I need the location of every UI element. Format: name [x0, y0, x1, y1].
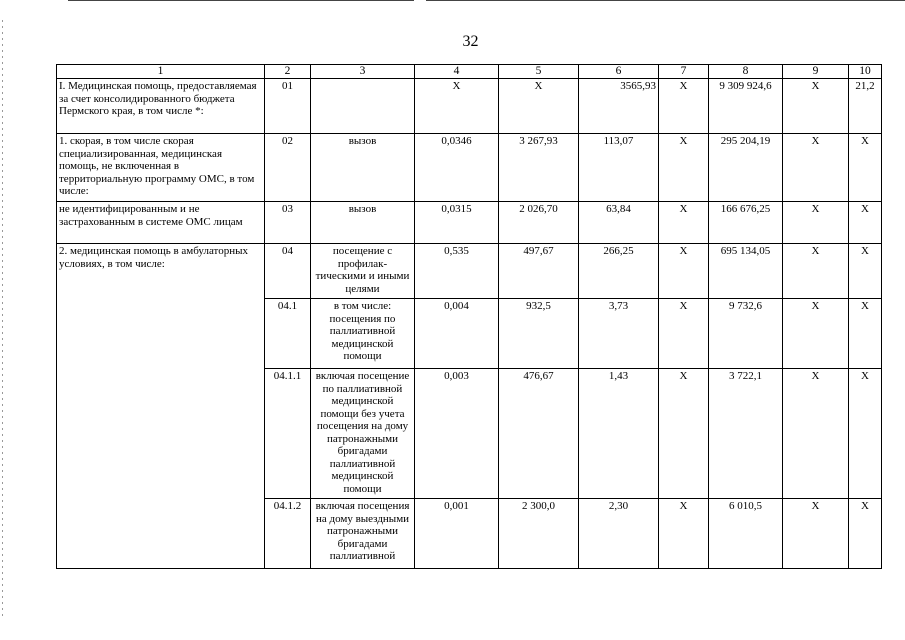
table-cell: 2 300,0 [499, 499, 579, 569]
table-cell: X [415, 79, 499, 134]
table-cell: 166 676,25 [709, 202, 783, 244]
table-cell: 2 026,70 [499, 202, 579, 244]
table-cell: X [659, 202, 709, 244]
table-cell: 21,2 [849, 79, 882, 134]
unit-cell: в том числе: посещения по паллиативной медицинской помощи [311, 299, 415, 369]
row-code: 04.1.1 [265, 369, 311, 499]
row-label: не идентифицированным и не застрахованным в системе ОМС лицам [57, 202, 265, 244]
table-row [57, 134, 882, 202]
table-cell: 9 732,6 [709, 299, 783, 369]
table-cell: X [499, 79, 579, 134]
unit-cell: вызов [311, 134, 415, 202]
row-code: 01 [265, 79, 311, 134]
table-cell: 113,07 [579, 134, 659, 202]
table-cell: X [783, 244, 849, 299]
row-code: 02 [265, 134, 311, 202]
row-label: 2. медицинская помощь в амбулаторных условиях, в том числе: [57, 244, 265, 569]
row-code: 04.1 [265, 299, 311, 369]
column-header: 6 [579, 65, 659, 79]
table-cell: X [659, 79, 709, 134]
row-code: 04 [265, 244, 311, 299]
table-cell: 3 267,93 [499, 134, 579, 202]
table-cell: 2,30 [579, 499, 659, 569]
table-cell: X [783, 369, 849, 499]
scan-edge-line [426, 0, 905, 1]
table-cell: 1,43 [579, 369, 659, 499]
unit-cell: включая посещение по паллиативной медицинской помощи без учета посещения на дому патронажными бригадами паллиативной медицинской помощи [311, 369, 415, 499]
table-cell: X [849, 369, 882, 499]
table-cell: 3 722,1 [709, 369, 783, 499]
column-header: 9 [783, 65, 849, 79]
table-cell: 497,67 [499, 244, 579, 299]
table-row [57, 202, 882, 244]
table-cell: X [849, 244, 882, 299]
table-cell: X [783, 299, 849, 369]
table-cell: 0,535 [415, 244, 499, 299]
row-code: 03 [265, 202, 311, 244]
table-cell: 0,0346 [415, 134, 499, 202]
scan-edge-dots [2, 20, 3, 620]
table-cell: X [659, 134, 709, 202]
table-cell: X [849, 299, 882, 369]
table-cell: 6 010,5 [709, 499, 783, 569]
table-cell: X [659, 299, 709, 369]
row-label: I. Медицинская помощь, предоставляемая за счет консолидированного бюджета Пермского края, в том числе *: [57, 79, 265, 134]
column-header: 3 [311, 65, 415, 79]
column-header: 7 [659, 65, 709, 79]
table-cell: 0,004 [415, 299, 499, 369]
table-cell: 295 204,19 [709, 134, 783, 202]
table-cell: X [849, 202, 882, 244]
column-header: 1 [57, 65, 265, 79]
table-cell: 476,67 [499, 369, 579, 499]
column-header: 4 [415, 65, 499, 79]
scan-edge-line [68, 0, 414, 1]
table-row [57, 79, 882, 134]
table-cell: 932,5 [499, 299, 579, 369]
page-number: 32 [462, 33, 479, 50]
table-cell: X [849, 499, 882, 569]
table-header-row [57, 65, 882, 79]
table-cell: 9 309 924,6 [709, 79, 783, 134]
table-cell: X [659, 369, 709, 499]
row-label: 1. скорая, в том числе скорая специализированная, медицинская помощь, не включенная в территориальную программу ОМС, в том числе: [57, 134, 265, 202]
table-cell: X [659, 244, 709, 299]
column-header: 5 [499, 65, 579, 79]
table-cell: 63,84 [579, 202, 659, 244]
unit-cell: вызов [311, 202, 415, 244]
table-cell: X [783, 134, 849, 202]
unit-cell: посещение с профилак-тическими и иными целями [311, 244, 415, 299]
table-cell: 0,001 [415, 499, 499, 569]
table-cell: X [659, 499, 709, 569]
column-header: 10 [849, 65, 882, 79]
table-cell: X [783, 79, 849, 134]
unit-cell [311, 79, 415, 134]
table-cell: X [783, 202, 849, 244]
table-cell: 266,25 [579, 244, 659, 299]
row-code: 04.1.2 [265, 499, 311, 569]
table-cell: 3565,93 [579, 79, 659, 134]
table-cell: X [783, 499, 849, 569]
column-header: 8 [709, 65, 783, 79]
table-cell: 695 134,05 [709, 244, 783, 299]
table-row [57, 244, 882, 299]
unit-cell: включая посещения на дому выездными патронажными бригадами паллиативной [311, 499, 415, 569]
column-header: 2 [265, 65, 311, 79]
table-cell: X [849, 134, 882, 202]
table-cell: 3,73 [579, 299, 659, 369]
data-table [56, 64, 882, 569]
table-cell: 0,003 [415, 369, 499, 499]
table-cell: 0,0315 [415, 202, 499, 244]
